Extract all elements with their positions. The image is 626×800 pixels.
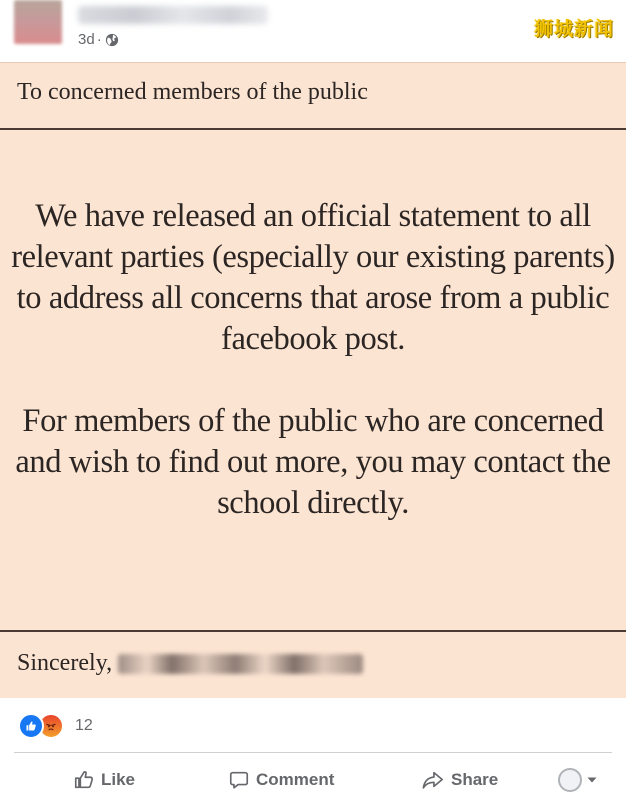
- share-button[interactable]: [421, 762, 498, 798]
- reaction-audience-selector[interactable]: [558, 762, 604, 798]
- post-header: [0, 0, 626, 62]
- actions-divider: [14, 752, 612, 753]
- reactions-summary[interactable]: [18, 714, 93, 738]
- user-avatar-icon: [558, 768, 582, 792]
- thumbs-up-icon: [73, 769, 95, 791]
- post-timestamp[interactable]: 3d: [78, 31, 95, 48]
- statement-body: [0, 196, 626, 524]
- statement-divider-top: [0, 128, 626, 130]
- author-name-redacted[interactable]: [78, 6, 268, 24]
- statement-addressee: To concerned members of the public: [17, 79, 368, 105]
- author-avatar[interactable]: [14, 0, 62, 44]
- statement-top-border: [0, 62, 626, 63]
- statement-image[interactable]: [0, 62, 626, 698]
- statement-signoff: [17, 650, 363, 677]
- comment-button[interactable]: [228, 762, 334, 798]
- meta-separator: ·: [96, 31, 102, 48]
- statement-paragraph-1: We have released an official statement to all relevant parties (especially our existing parents) to address all concerns that arose from a public facebook post.: [11, 198, 615, 357]
- caret-down-icon: [586, 775, 598, 785]
- like-label: Like: [101, 770, 136, 789]
- post-action-bar: [0, 762, 626, 798]
- share-icon: [421, 769, 445, 791]
- post-meta: [78, 31, 119, 48]
- share-label: Share: [451, 770, 499, 789]
- signoff-text: Sincerely,: [17, 650, 113, 676]
- comment-label: Comment: [256, 770, 335, 789]
- news-watermark: 狮城新闻: [533, 18, 614, 40]
- statement-divider-bottom: [0, 630, 626, 632]
- reaction-count[interactable]: 12: [75, 717, 93, 734]
- signatory-name-redacted: [118, 654, 363, 674]
- globe-icon[interactable]: [105, 33, 119, 47]
- comment-icon: [228, 769, 250, 791]
- like-button[interactable]: [73, 762, 135, 798]
- like-icon: [18, 713, 44, 739]
- statement-paragraph-2: For members of the public who are concerned and wish to find out more, you may contact the school directly.: [15, 403, 611, 521]
